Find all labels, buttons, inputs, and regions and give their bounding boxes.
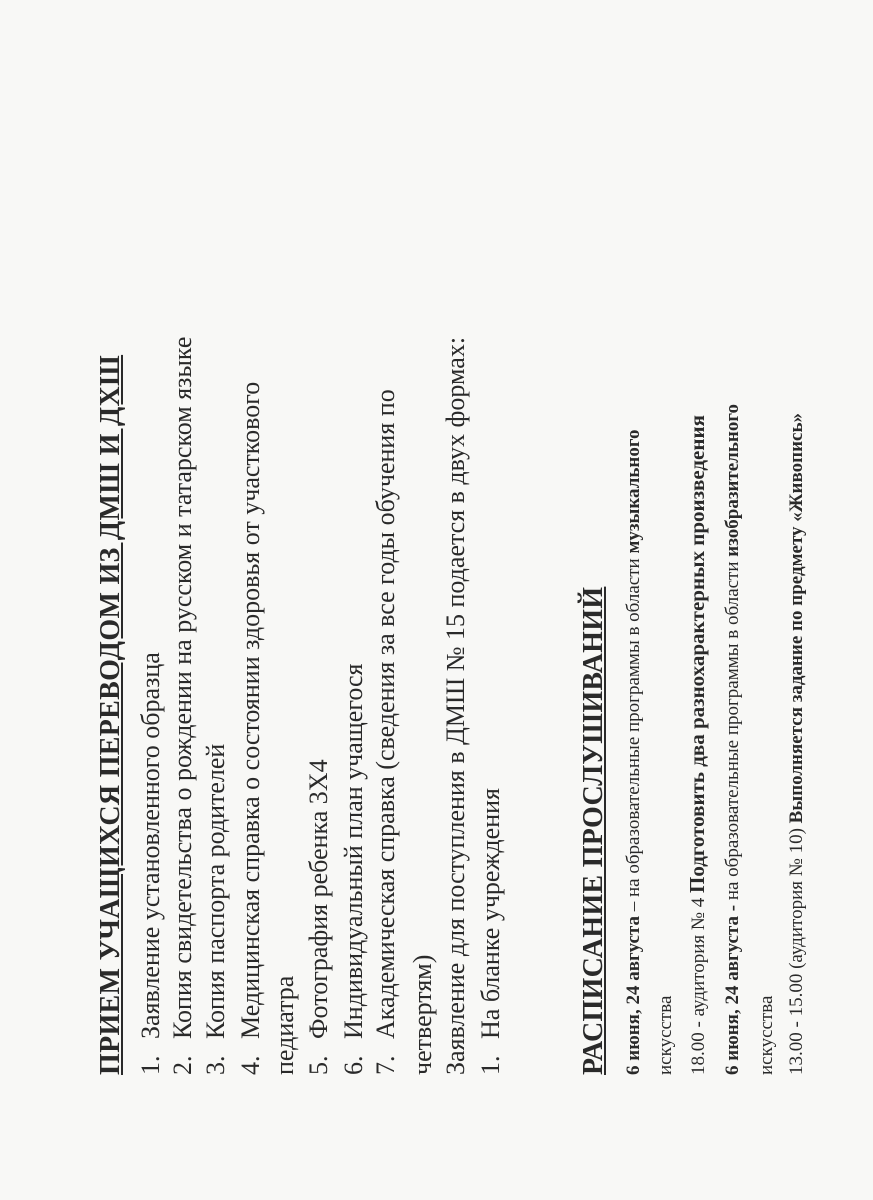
schedule-area: музыкального <box>623 429 644 554</box>
item-number: 1. <box>476 1055 505 1075</box>
section-title-schedule: РАСПИСАНИЕ ПРОСЛУШИВАНИЙ <box>578 586 609 1075</box>
schedule-music-area-continuation: искусства <box>655 995 676 1075</box>
section-title-transfer: ПРИЕМ УЧАЩИХСЯ ПЕРЕВОДОМ ИЗ ДМШ И ДХШ <box>95 354 126 1075</box>
schedule-art-line <box>723 404 742 1075</box>
item-number: 4. <box>236 1055 265 1075</box>
schedule-description: на образовательные программы в области <box>722 556 743 901</box>
schedule-art-area-continuation: искусства <box>756 995 777 1075</box>
schedule-music-line <box>624 429 643 1075</box>
schedule-music-time <box>687 415 708 1075</box>
schedule-time: 18.00 - аудитория № 4 <box>688 892 709 1075</box>
item-text: Академическая справка (сведения за все годы обучения по <box>371 389 400 1039</box>
schedule-time: 13.00 - 15.00 (аудитория № 10) <box>786 823 807 1075</box>
schedule-dates: 6 июня, 24 августа <box>623 916 644 1075</box>
application-note: Заявление для поступления в ДМШ № 15 подается в двух формах: <box>441 336 470 1075</box>
requirement-item-continuation <box>272 976 298 1075</box>
item-text: Копия паспорта родителей <box>201 743 230 1039</box>
schedule-description: на образовательные программы в области <box>623 553 644 897</box>
item-number: 7. <box>371 1055 400 1075</box>
item-number: 5. <box>304 1055 333 1075</box>
requirement-item <box>203 744 229 1075</box>
schedule-art-time <box>787 413 806 1075</box>
item-number: 1. <box>136 1055 165 1075</box>
requirement-item <box>341 664 367 1076</box>
item-text: На бланке учреждения <box>476 788 505 1039</box>
schedule-dates: 6 июня, 24 августа <box>722 916 743 1075</box>
item-number: 6. <box>339 1055 368 1075</box>
form-item <box>478 788 504 1075</box>
schedule-task: Подготовить два разнохарактерных произведения <box>685 415 709 893</box>
requirement-item <box>170 337 196 1075</box>
item-text: четвертям) <box>408 954 437 1075</box>
requirement-item <box>306 759 332 1075</box>
item-text: Заявление установленного образца <box>136 652 165 1039</box>
requirement-item-continuation <box>410 955 436 1075</box>
item-text: Медицинская справка о состоянии здоровья от участкового <box>236 381 265 1039</box>
schedule-area: изобразительного <box>722 404 743 557</box>
item-number: 2. <box>168 1055 197 1075</box>
item-text: Индивидуальный план учащегося <box>339 663 368 1039</box>
requirement-item <box>373 389 399 1075</box>
requirement-item <box>238 382 264 1075</box>
item-text: Копия свидетельства о рождении на русском и татарском языке <box>168 336 197 1039</box>
dash: - <box>722 900 743 916</box>
item-text: Фотография ребенка 3Х4 <box>304 759 333 1039</box>
dash: – <box>623 897 644 916</box>
item-text: педиатра <box>270 975 299 1075</box>
schedule-task: Выполняется задание по предмету «Живопись» <box>786 412 807 824</box>
item-number: 3. <box>201 1055 230 1075</box>
requirement-item <box>138 652 164 1075</box>
